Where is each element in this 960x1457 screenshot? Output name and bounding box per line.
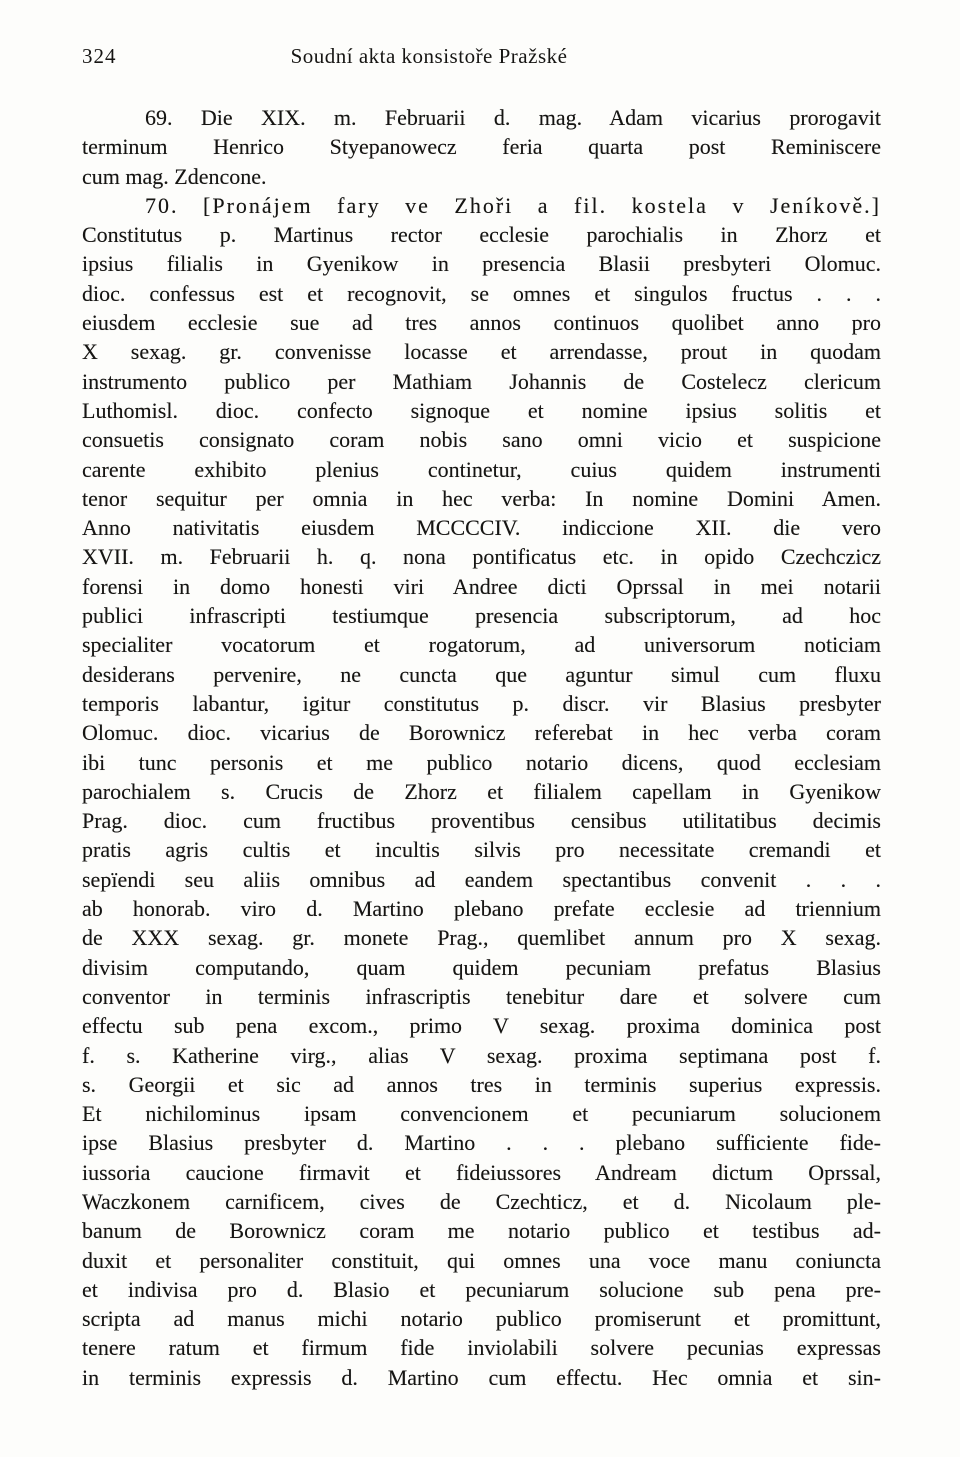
text-line: instrumento publico per Mathiam Johannis de Costelecz clericum bbox=[82, 368, 881, 394]
text-line: tenere ratum et firmum fide inviolabili solvere pecunias expressas bbox=[82, 1335, 881, 1361]
text-line: XVII. m. Februarii h. q. nona pontificatus etc. in opido Czechczicz bbox=[82, 544, 881, 570]
text-line: forensi in domo honesti viri Andree dicti Oprssal in mei notarii bbox=[82, 573, 881, 599]
text-line: 70. [Pronájem fary ve Zhoři a fil. kostela v Jeníkově.] bbox=[145, 192, 881, 218]
page-number: 324 bbox=[82, 44, 117, 68]
text-line: scripta ad manus michi notario publico promiserunt et promittunt, bbox=[82, 1306, 881, 1332]
text-line: ipsius filialis in Gyenikow in presencia Blasii presbyteri Olomuc. bbox=[82, 251, 881, 277]
running-title: Soudní akta konsistoře Pražské bbox=[290, 44, 568, 68]
text-line: tenor sequitur per omnia in hec verba: In nomine Domini Amen. bbox=[82, 485, 881, 511]
text-line: Prag. dioc. cum fructibus proventibus censibus utilitatibus decimis bbox=[82, 808, 881, 834]
text-line: specialiter vocatorum et rogatorum, ad universorum noticiam bbox=[82, 632, 881, 658]
text-line: in terminis expressis d. Martino cum effectu. Hec omnia et sin- bbox=[82, 1364, 881, 1390]
text-line: parochialem s. Crucis de Zhorz et filialem capellam in Gyenikow bbox=[82, 778, 881, 804]
text-line: et indivisa pro d. Blasio et pecuniarum solucione sub pena pre- bbox=[82, 1276, 881, 1302]
text-line: divisim computando, quam quidem pecuniam prefatus Blasius bbox=[82, 954, 881, 980]
text-line: ibi tunc personis et me publico notario dicens, quod ecclesiam bbox=[82, 749, 881, 775]
text-block bbox=[82, 103, 881, 1392]
text-line: Anno nativitatis eiusdem MCCCCIV. indiccione XII. die vero bbox=[82, 515, 881, 541]
text-line: ipse Blasius presbyter d. Martino . . . plebano sufficiente fide- bbox=[82, 1130, 881, 1156]
text-line: X sexag. gr. convenisse locasse et arrendasse, prout in quodam bbox=[82, 339, 881, 365]
text-line: Luthomisl. dioc. confecto signoque et nomine ipsius solitis et bbox=[82, 397, 881, 423]
page-header bbox=[0, 44, 960, 70]
text-line: publici infrascripti testiumque presencia subscriptorum, ad hoc bbox=[82, 603, 881, 629]
text-line: Et nichilominus ipsam convencionem et pecuniarum solucionem bbox=[82, 1101, 881, 1127]
text-line: temporis labantur, igitur constitutus p. discr. vir Blasius presbyter bbox=[82, 690, 881, 716]
text-line: terminum Henrico Styepanowecz feria quarta post Reminiscere bbox=[82, 134, 881, 160]
text-line: Constitutus p. Martinus rector ecclesie parochialis in Zhorz et bbox=[82, 222, 881, 248]
text-line: desiderans pervenire, ne cuncta que aguntur simul cum fluxu bbox=[82, 661, 881, 687]
text-line: pratis agris cultis et incultis silvis pro necessitate cremandi et bbox=[82, 837, 881, 863]
text-line: f. s. Katherine virg., alias V sexag. proxima septimana post f. bbox=[82, 1042, 881, 1068]
text-line: Waczkonem carnificem, cives de Czechticz, et d. Nicolaum ple- bbox=[82, 1188, 881, 1214]
text-line: Olomuc. dioc. vicarius de Borownicz referebat in hec verba coram bbox=[82, 720, 881, 746]
text-line: s. Georgii et sic ad annos tres in terminis superius expressis. bbox=[82, 1071, 881, 1097]
text-line: banum de Borownicz coram me notario publico et testibus ad- bbox=[82, 1218, 881, 1244]
text-line: 69. Die XIX. m. Februarii d. mag. Adam vicarius prorogavit bbox=[145, 105, 881, 130]
text-line: conventor in terminis infrascriptis tenebitur dare et solvere cum bbox=[82, 983, 881, 1009]
text-line: iussoria caucione firmavit et fideiussores Andream dictum Oprssal, bbox=[82, 1159, 881, 1185]
text-line: eiusdem ecclesie sue ad tres annos continuos quolibet anno pro bbox=[82, 310, 881, 336]
text-line: effectu sub pena excom., primo V sexag. proxima dominica post bbox=[82, 1013, 881, 1039]
text-line: dioc. confessus est et recognovit, se omnes et singulos fructus . . . bbox=[82, 280, 881, 306]
text-line: sepïendi seu aliis omnibus ad eandem spectantibus convenit . . . bbox=[82, 866, 881, 892]
text-line: cum mag. Zdencone. bbox=[82, 163, 267, 189]
text-line: duxit et personaliter constituit, qui omnes una voce manu coniuncta bbox=[82, 1247, 881, 1273]
text-line: de XXX sexag. gr. monete Prag., quemlibet annum pro X sexag. bbox=[82, 925, 881, 951]
text-line: consuetis consignato coram nobis sano omni vicio et suspicione bbox=[82, 427, 881, 453]
text-line: ab honorab. viro d. Martino plebano prefate ecclesie ad triennium bbox=[82, 896, 881, 922]
text-line: carente exhibito plenius continetur, cuius quidem instrumenti bbox=[82, 456, 881, 482]
